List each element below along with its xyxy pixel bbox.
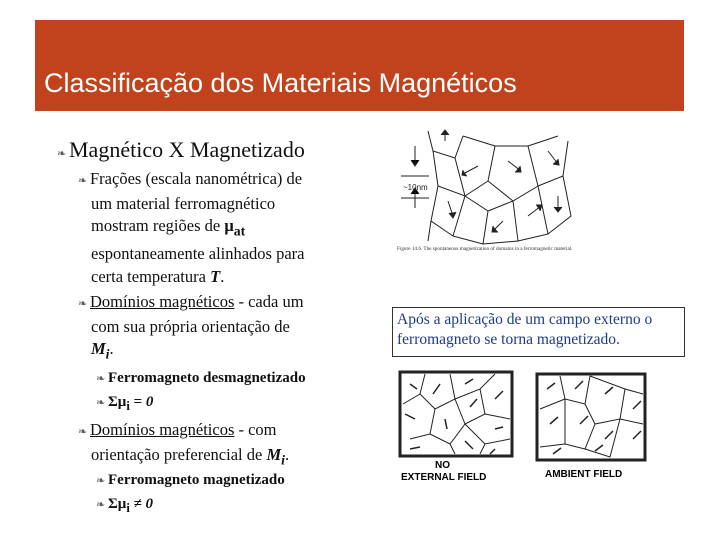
bullet-dominios-2 xyxy=(78,419,368,471)
no-field-arrows xyxy=(405,379,503,454)
caption-text: Após a aplicação de um campo externo o ferromagneto se torna magnetizado. xyxy=(397,311,653,348)
fracoes-line1: Frações (escala nanométrica) de xyxy=(90,169,303,188)
bullet-icon: ❧ xyxy=(96,397,106,409)
magnetizado-text: Ferromagneto magnetizado xyxy=(108,472,285,488)
sub-bullet-magnetizado xyxy=(96,472,285,489)
no-field-label-1: NO xyxy=(435,460,450,471)
bullet-icon: ❧ xyxy=(96,499,106,511)
dominios-link[interactable]: Domínios magnéticos xyxy=(90,420,235,439)
period: . xyxy=(284,444,290,464)
sum-subscript: i xyxy=(126,399,130,413)
sum-symbol: Σμ xyxy=(108,496,127,512)
no-field-label-2: EXTERNAL FIELD xyxy=(401,472,487,483)
mu-symbol: μ xyxy=(224,216,234,236)
ambient-field-arrows xyxy=(547,381,641,454)
dominios2-line2-text: orientação preferencial de xyxy=(91,444,263,464)
bullet-dominios-1 xyxy=(78,291,368,366)
period: . xyxy=(109,339,114,359)
figure-caption: Figure 14.6. The spontaneous magnetization of domains in a ferromagnetic material. xyxy=(397,246,573,252)
fracoes-line3-text: mostram regiões de xyxy=(91,216,221,236)
m-symbol: M xyxy=(91,339,106,359)
m-subscript: i xyxy=(105,346,110,362)
temperature-symbol: T xyxy=(210,266,221,286)
bullet-icon: ❧ xyxy=(96,475,106,487)
field-comparison-figure xyxy=(395,369,690,484)
ambient-field-label: AMBIENT FIELD xyxy=(545,469,623,480)
sum-value: ≠ 0 xyxy=(129,496,154,512)
fracoes-line5 xyxy=(78,266,368,289)
no-field-domains xyxy=(403,374,510,454)
dominios2-line2 xyxy=(78,444,368,472)
sub-bullet-sum-zero xyxy=(96,394,153,414)
bullet-icon: ❧ xyxy=(57,148,67,160)
desmagnetizado-text: Ferromagneto desmagnetizado xyxy=(108,370,306,386)
bullet-icon: ❧ xyxy=(78,298,88,310)
bullet-icon: ❧ xyxy=(78,175,88,187)
mu-subscript: at xyxy=(233,223,246,239)
period: . xyxy=(220,266,225,286)
dominios1-rest: - cada um xyxy=(234,292,304,311)
sub-bullet-sum-nonzero xyxy=(96,496,153,516)
no-field-panel xyxy=(400,372,512,456)
heading-bullet xyxy=(57,137,305,163)
fracoes-line5-text: certa temperatura xyxy=(91,266,206,286)
bullet-fracoes xyxy=(78,168,368,288)
dominios-link[interactable]: Domínios magnéticos xyxy=(90,292,235,311)
heading-text: Magnético X Magnetizado xyxy=(69,137,305,162)
dominios2-rest: - com xyxy=(234,420,277,439)
dominios1-line3 xyxy=(78,338,368,366)
bullet-icon: ❧ xyxy=(78,426,88,438)
ambient-field-domains xyxy=(540,376,643,457)
bullet-icon: ❧ xyxy=(96,373,106,385)
scale-label: ~10nm xyxy=(403,183,428,192)
domain-diagram-figure xyxy=(393,126,693,262)
dominios1-line2: com sua própria orientação de xyxy=(91,316,290,336)
sub-bullet-desmagnetizado xyxy=(96,370,306,387)
fracoes-line4: espontaneamente alinhados para xyxy=(91,244,305,264)
fracoes-line2: um material ferromagnético xyxy=(91,193,276,213)
sum-subscript: i xyxy=(126,501,130,515)
m-symbol: M xyxy=(266,444,282,464)
fracoes-line3 xyxy=(78,215,368,243)
domain-boundaries xyxy=(428,131,571,244)
m-subscript: i xyxy=(281,451,285,467)
slide-title: Classificação dos Materiais Magnéticos xyxy=(44,68,517,98)
sum-symbol: Σμ xyxy=(108,394,127,410)
scale-indicator xyxy=(401,146,429,208)
sum-value: = 0 xyxy=(129,394,154,410)
